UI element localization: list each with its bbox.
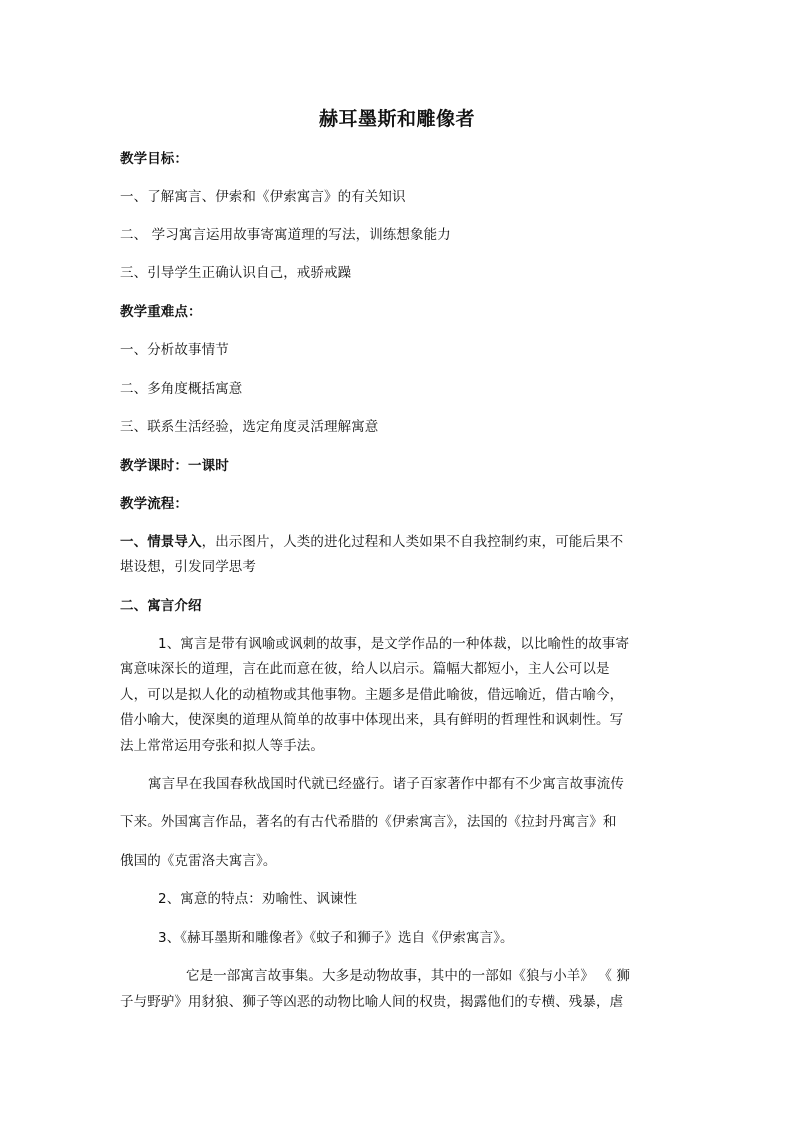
step1-continuation: 堪设想，引发同学思考 <box>120 559 256 575</box>
goal-item-3: 三、引导学生正确认识自己，戒骄戒躁 <box>120 265 352 281</box>
process-heading: 教学流程： <box>120 496 188 512</box>
history-para-line-2: 下来。外国寓言作品，著名的有古代希腊的《伊索寓言》，法国的《拉封丹寓言》和 <box>120 814 617 830</box>
document-title: 赫耳墨斯和雕像者 <box>318 108 475 130</box>
difficulty-item-3: 三、联系生活经验，选定角度灵活理解寓意 <box>120 419 379 435</box>
step1-text: ，出示图片，人类的进化过程和人类如果不自我控制约束，可能后果不 <box>201 534 624 550</box>
difficulty-item-2: 二、多角度概括寓意 <box>120 381 243 397</box>
intro-para-line-5: 法上常常运用夸张和拟人等手法。 <box>120 738 324 754</box>
difficulties-heading: 教学重难点： <box>120 304 202 320</box>
goal-item-1: 一、了解寓言、伊索和《伊索寓言》的有关知识 <box>120 189 406 205</box>
goal-item-2: 二、 学习寓言运用故事寄寓道理的写法，训练想象能力 <box>120 227 451 243</box>
point-2: 2、寓意的特点：劝喻性、讽谏性 <box>158 891 358 907</box>
class-time-line: 教学课时：一课时 <box>120 458 229 474</box>
aesop-para-line-1: 它是一部寓言故事集。大多是动物故事，其中的一部如《狼与小羊》 《 狮 <box>186 968 630 984</box>
step1-label: 一、情景导入 <box>120 534 202 550</box>
difficulty-item-1: 一、分析故事情节 <box>120 342 229 358</box>
step2-heading: 二、寓言介绍 <box>120 598 202 614</box>
intro-para-line-2: 寓意味深长的道理，言在此而意在彼，给人以启示。篇幅大都短小，主人公可以是 <box>120 661 610 677</box>
history-para-line-1: 寓言早在我国春秋战国时代就已经盛行。诸子百家著作中都有不少寓言故事流传 <box>148 776 624 792</box>
intro-para-line-3: 人，可以是拟人化的动植物或其他事物。主题多是借此喻彼，借远喻近，借古喻今， <box>120 687 624 703</box>
intro-para-line-1: 1、寓言是带有讽喻或讽刺的故事，是文学作品的一种体裁，以比喻性的故事寄 <box>158 636 630 652</box>
step1-line <box>120 533 680 551</box>
goals-heading: 教学目标： <box>120 151 188 167</box>
history-para-line-3: 俄国的《克雷洛夫寓言》。 <box>120 853 277 869</box>
point-3: 3、《赫耳墨斯和雕像者》《蚊子和狮子》选自《伊索寓言》。 <box>158 930 514 946</box>
aesop-para-line-2: 子与野驴》用豺狼、狮子等凶恶的动物比喻人间的权贵，揭露他们的专横、残暴，虐 <box>120 994 624 1010</box>
intro-para-line-4: 借小喻大，使深奥的道理从简单的故事中体现出来，具有鲜明的哲理性和讽刺性。写 <box>120 712 624 728</box>
